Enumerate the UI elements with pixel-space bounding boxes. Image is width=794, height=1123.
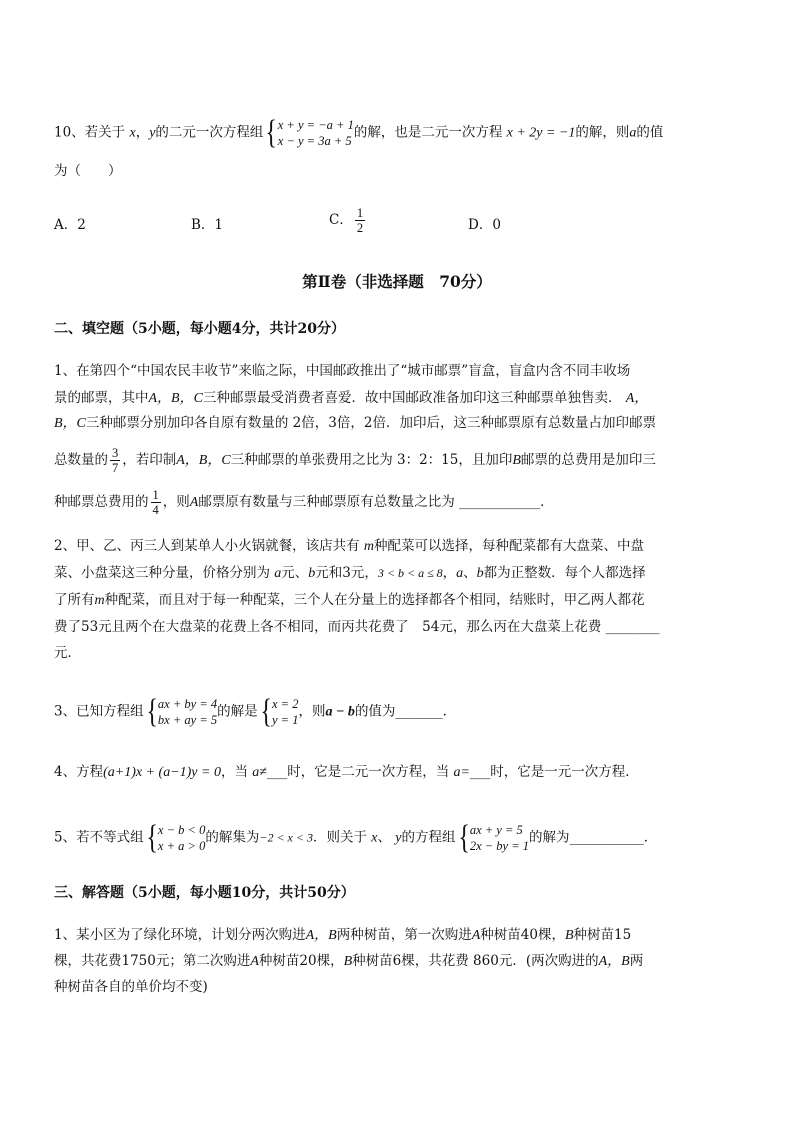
q10-equation-system [263, 114, 354, 151]
part2-title: 第Ⅱ卷（非选择题 70分） [302, 272, 492, 291]
fraction-3-7: $\frac{3}{7}$ [112, 446, 119, 475]
fill3-solution: { x = 2 y = 1 [260, 693, 299, 730]
option-b: B．1 [191, 217, 224, 233]
brace-icon: { [260, 693, 272, 730]
fill2-line2: 菜、小盘菜这三种分量，价格分别为 a元、b元和3元，3 < b < a ≤ 8，a、b都为正整数．每个人都选择 [54, 565, 646, 581]
separator: ， [135, 124, 150, 141]
fill4-line: 4、方程(a+1)x + (a−1)y = 0，当 a≠___时，它是二元一次方程，当 a=___时，它是一元一次方程． [54, 764, 639, 780]
option-a: A．2 [54, 217, 86, 233]
solve1-line1: 1、某小区为了绿化环境，计划分两次购进A，B两种树苗，第一次购进A种树苗40棵，B种树苗15 [54, 927, 632, 943]
fill1-line1: 1、在第四个“中国农民丰收节”来临之际，中国邮政推出了“城市邮票”盲盒，盲盒内含不同丰收场 [54, 363, 631, 379]
q10-text3: 的解，则 [575, 124, 630, 141]
q10-text2: 的解，也是二元一次方程 [353, 124, 503, 141]
fill5-inequality-system: { x − b < 0 x + a > 0 [146, 819, 206, 856]
q10-prefix: 10、若关于 [54, 124, 126, 141]
solve1-line3: 种树苗各自的单价均不变) [54, 979, 208, 995]
q10-blank: 为（ ） [54, 163, 122, 179]
fill3-line: 3、已知方程组 { ax + by = 4 bx + ay = 5 的解是 { x = 2 y = 1 ，则a − b的值为_______． [54, 693, 457, 730]
fill1-line5: 种邮票总费用的 $\frac{1}{4}$ ，则A邮票原有数量与三种邮票原有总数量之比为 ____________． [54, 488, 554, 517]
fill1-line4: 总数量的 $\frac{3}{7}$ ，若印制A，B，C三种邮票的单张费用之比为 3：2：15，且加印B邮票的总费用是加印三 [54, 446, 656, 475]
q10-eq1: x + y = −a + 1 [277, 118, 354, 132]
fill1-line3: B，C三种邮票分别加印各自原有数量的 2倍，3倍，2倍．加印后，这三种邮票原有总数量占加印邮票 [54, 415, 656, 431]
fill1-line2: 景的邮票，其中A，B，C三种邮票最受消费者喜爱．故中国邮政准备加印这三种邮票单独售卖． A， [54, 390, 649, 406]
fill2-line3: 了所有m种配菜，而且对于每一种配菜，三个人在分量上的选择都各个相同，结账时，甲乙两人都花 [54, 592, 645, 608]
section2-header: 二、填空题（5小题，每小题4分，共计20分） [54, 321, 345, 337]
var-x: x [129, 125, 136, 141]
brace-icon: { [146, 819, 158, 856]
solve1-line2: 棵，共花费1750元；第二次购进A种树苗20棵，B种树苗6棵，共花费 860元．(两次购进的A，B两 [54, 953, 644, 969]
q10-line2 [54, 162, 122, 180]
option-c [329, 206, 367, 235]
fill2-line5: 元． [54, 645, 81, 661]
option-c-fraction: $\frac{1}{2}$ [356, 206, 364, 235]
q10-eq3: x + 2y = −1 [506, 125, 576, 141]
brace-icon: { [265, 114, 278, 151]
option-d: D．0 [468, 217, 501, 233]
q10-text4: 的值 [636, 124, 664, 141]
q10-text1: 的二元一次方程组 [155, 124, 264, 141]
fill3-system: { ax + by = 4 bx + ay = 5 [146, 693, 218, 730]
section3-header: 三、解答题（5小题，每小题10分，共计50分） [54, 885, 355, 901]
var-y: y [149, 125, 156, 141]
var-a: a [629, 125, 637, 141]
fraction-1-4: $\frac{1}{4}$ [152, 488, 159, 517]
brace-icon: { [457, 819, 470, 856]
brace-icon: { [146, 693, 158, 730]
fill2-line1: 2、甲、乙、丙三人到某单人小火锅就餐，该店共有 m种配菜可以选择，每种配菜都有大盘菜、中盘 [54, 538, 645, 554]
fill2-line4: 费了53元且两个在大盘菜的花费上各不相同，而丙共花费了 54元，那么丙在大盘菜上花费 ________ [54, 619, 660, 635]
option-c-label: C． [329, 212, 353, 228]
q10-line1 [54, 114, 664, 151]
fill5-equation-system: { ax + y = 5 2x − by = 1 [457, 819, 530, 856]
fill5-line: 5、若不等式组 { x − b < 0 x + a > 0 的解集为−2 < x < 3．则关于 x、 y的方程组 { ax + y = 5 2x − by = 1 的解为___________． [54, 819, 658, 856]
q10-eq2: x − y = 3a + 5 [277, 134, 352, 148]
